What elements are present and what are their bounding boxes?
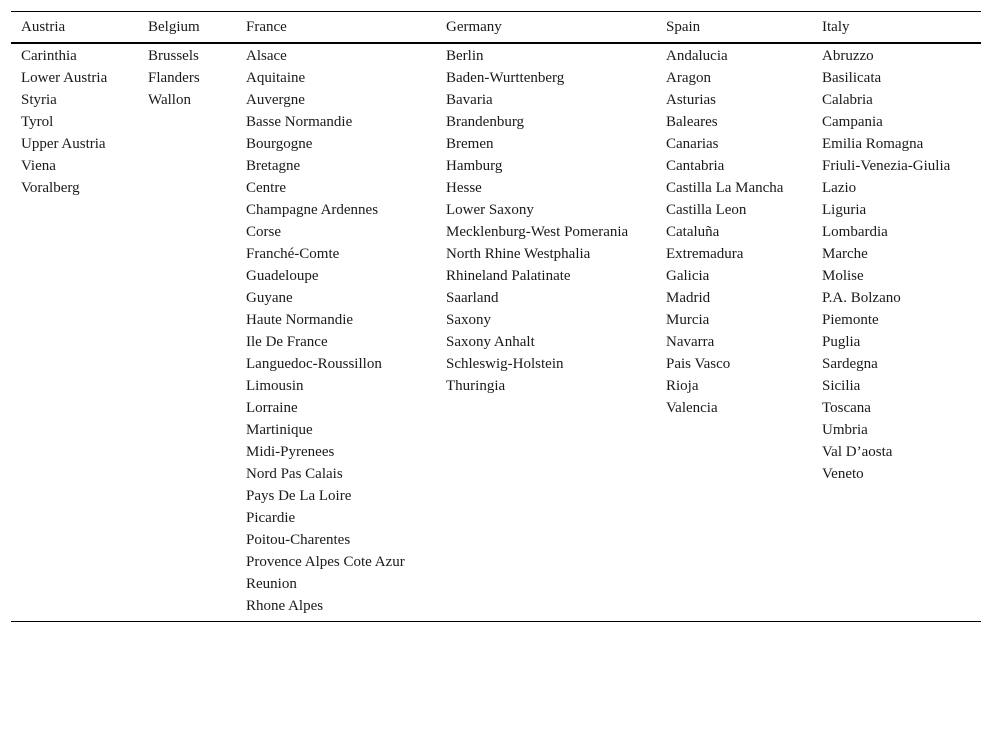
cell-france: Bourgogne	[246, 136, 313, 152]
cell-austria: Upper Austria	[21, 136, 106, 152]
cell-austria	[11, 266, 138, 288]
cell-austria	[11, 420, 138, 442]
cell-italy: Marche	[822, 246, 868, 262]
cell-france: Picardie	[246, 510, 296, 526]
cell-italy: Lazio	[822, 180, 857, 196]
regions-table-container	[11, 11, 981, 622]
cell-austria	[11, 376, 138, 398]
table-row	[11, 310, 981, 332]
header-italy: Italy	[822, 18, 850, 35]
cell-germany	[436, 596, 656, 622]
cell-italy	[812, 596, 981, 622]
header-row	[11, 12, 981, 44]
cell-austria	[11, 244, 138, 266]
table-row	[11, 530, 981, 552]
cell-germany	[436, 464, 656, 486]
table-row	[11, 68, 981, 90]
cell-france: Guyane	[246, 290, 293, 306]
cell-belgium	[138, 376, 236, 398]
table-row	[11, 508, 981, 530]
table-row	[11, 574, 981, 596]
table-row	[11, 112, 981, 134]
cell-italy: Puglia	[822, 334, 861, 350]
cell-spain: Cataluña	[666, 224, 720, 240]
cell-france: Basse Normandie	[246, 114, 353, 130]
cell-italy: Piemonte	[822, 312, 879, 328]
table-row	[11, 43, 981, 68]
cell-austria	[11, 464, 138, 486]
cell-spain: Murcia	[666, 312, 710, 328]
cell-germany: Lower Saxony	[446, 202, 534, 218]
cell-germany	[436, 508, 656, 530]
table-row	[11, 156, 981, 178]
cell-france: Alsace	[246, 48, 287, 64]
table-row	[11, 244, 981, 266]
cell-spain: Extremadura	[666, 246, 744, 262]
cell-austria: Lower Austria	[21, 70, 108, 86]
table-row	[11, 486, 981, 508]
cell-belgium	[138, 442, 236, 464]
cell-austria	[11, 222, 138, 244]
cell-austria	[11, 442, 138, 464]
cell-belgium	[138, 288, 236, 310]
cell-belgium	[138, 112, 236, 134]
cell-belgium	[138, 464, 236, 486]
cell-france: Franché-Comte	[246, 246, 340, 262]
cell-italy: P.A. Bolzano	[822, 290, 901, 306]
cell-spain: Baleares	[666, 114, 718, 130]
cell-germany: Hamburg	[446, 158, 503, 174]
cell-italy: Toscana	[822, 400, 871, 416]
cell-spain	[656, 486, 812, 508]
cell-italy: Liguria	[822, 202, 867, 218]
cell-austria: Viena	[21, 158, 56, 174]
cell-austria: Carinthia	[21, 48, 77, 64]
cell-germany	[436, 398, 656, 420]
table-row	[11, 464, 981, 486]
table-row	[11, 90, 981, 112]
cell-italy: Sardegna	[822, 356, 878, 372]
table-row	[11, 552, 981, 574]
cell-france: Reunion	[246, 576, 297, 592]
cell-spain: Asturias	[666, 92, 716, 108]
cell-italy	[812, 574, 981, 596]
cell-france: Aquitaine	[246, 70, 306, 86]
cell-austria: Tyrol	[21, 114, 54, 130]
cell-spain	[656, 464, 812, 486]
table-header	[11, 12, 981, 44]
cell-germany	[436, 552, 656, 574]
cell-austria	[11, 508, 138, 530]
cell-italy: Sicilia	[822, 378, 861, 394]
cell-austria	[11, 310, 138, 332]
cell-germany: Thuringia	[446, 378, 506, 394]
cell-spain	[656, 442, 812, 464]
cell-austria	[11, 552, 138, 574]
cell-italy: Lombardia	[822, 224, 888, 240]
cell-france: Poitou-Charentes	[246, 532, 351, 548]
table-body	[11, 43, 981, 622]
cell-italy: Abruzzo	[822, 48, 874, 64]
cell-italy: Molise	[822, 268, 864, 284]
cell-spain: Castilla La Mancha	[666, 180, 784, 196]
cell-austria	[11, 332, 138, 354]
cell-belgium	[138, 354, 236, 376]
cell-italy	[812, 552, 981, 574]
regions-table	[11, 11, 981, 622]
cell-germany: Brandenburg	[446, 114, 525, 130]
cell-austria	[11, 200, 138, 222]
table-row	[11, 596, 981, 622]
cell-austria	[11, 354, 138, 376]
cell-italy: Veneto	[822, 466, 864, 482]
cell-france: Corse	[246, 224, 281, 240]
cell-spain	[656, 552, 812, 574]
cell-spain: Madrid	[666, 290, 711, 306]
cell-belgium	[138, 134, 236, 156]
cell-france: Limousin	[246, 378, 304, 394]
table-row	[11, 266, 981, 288]
cell-france: Haute Normandie	[246, 312, 354, 328]
cell-spain: Galicia	[666, 268, 710, 284]
cell-france: Bretagne	[246, 158, 301, 174]
table-row	[11, 288, 981, 310]
table-row	[11, 134, 981, 156]
cell-spain	[656, 530, 812, 552]
cell-italy	[812, 530, 981, 552]
cell-france: Pays De La Loire	[246, 488, 352, 504]
cell-belgium	[138, 574, 236, 596]
cell-italy: Val D’aosta	[822, 444, 893, 460]
table-row	[11, 222, 981, 244]
cell-germany: Berlin	[446, 48, 484, 64]
table-row	[11, 332, 981, 354]
cell-germany	[436, 442, 656, 464]
cell-germany: Bavaria	[446, 92, 493, 108]
cell-germany	[436, 574, 656, 596]
cell-belgium	[138, 244, 236, 266]
cell-france: Auvergne	[246, 92, 305, 108]
cell-austria	[11, 288, 138, 310]
cell-germany: Hesse	[446, 180, 482, 196]
cell-spain: Valencia	[666, 400, 718, 416]
cell-germany: Rhineland Palatinate	[446, 268, 571, 284]
cell-france: Midi-Pyrenees	[246, 444, 335, 460]
cell-belgium	[138, 310, 236, 332]
table-row	[11, 178, 981, 200]
cell-spain: Pais Vasco	[666, 356, 731, 372]
cell-spain	[656, 596, 812, 622]
cell-spain: Navarra	[666, 334, 715, 350]
cell-belgium: Flanders	[148, 70, 200, 86]
cell-spain: Canarias	[666, 136, 719, 152]
cell-italy: Calabria	[822, 92, 873, 108]
cell-austria: Styria	[21, 92, 57, 108]
cell-france: Martinique	[246, 422, 313, 438]
cell-belgium	[138, 552, 236, 574]
cell-italy: Umbria	[822, 422, 868, 438]
cell-belgium	[138, 222, 236, 244]
cell-germany	[436, 420, 656, 442]
cell-spain: Andalucia	[666, 48, 728, 64]
cell-austria: Voralberg	[21, 180, 80, 196]
cell-belgium	[138, 420, 236, 442]
cell-germany: Mecklenburg-West Pomerania	[446, 224, 629, 240]
table-row	[11, 354, 981, 376]
cell-france: Provence Alpes Cote Azur	[246, 554, 405, 570]
cell-belgium	[138, 398, 236, 420]
cell-austria	[11, 530, 138, 552]
table-row	[11, 420, 981, 442]
cell-belgium	[138, 178, 236, 200]
cell-germany: Saarland	[446, 290, 499, 306]
table-row	[11, 376, 981, 398]
cell-austria	[11, 574, 138, 596]
cell-france: Guadeloupe	[246, 268, 319, 284]
cell-france: Languedoc-Roussillon	[246, 356, 382, 372]
cell-spain: Castilla Leon	[666, 202, 747, 218]
cell-austria	[11, 398, 138, 420]
cell-spain: Cantabria	[666, 158, 725, 174]
cell-belgium	[138, 332, 236, 354]
cell-belgium	[138, 486, 236, 508]
cell-germany: North Rhine Westphalia	[446, 246, 591, 262]
cell-belgium: Wallon	[148, 92, 191, 108]
header-spain: Spain	[666, 18, 701, 35]
cell-spain: Aragon	[666, 70, 711, 86]
table-row	[11, 200, 981, 222]
header-belgium: Belgium	[148, 18, 200, 35]
cell-france: Rhone Alpes	[246, 598, 324, 614]
cell-france: Nord Pas Calais	[246, 466, 343, 482]
cell-germany	[436, 530, 656, 552]
cell-france: Champagne Ardennes	[246, 202, 379, 218]
header-austria: Austria	[21, 18, 66, 35]
table-row	[11, 442, 981, 464]
cell-france: Lorraine	[246, 400, 298, 416]
table-row	[11, 398, 981, 420]
cell-italy: Friuli-Venezia-Giulia	[822, 158, 951, 174]
cell-germany: Saxony Anhalt	[446, 334, 535, 350]
cell-austria	[11, 486, 138, 508]
cell-spain	[656, 574, 812, 596]
cell-spain: Rioja	[666, 378, 699, 394]
cell-germany: Bremen	[446, 136, 494, 152]
cell-italy: Campania	[822, 114, 883, 130]
cell-belgium	[138, 156, 236, 178]
cell-belgium	[138, 200, 236, 222]
cell-france: Ile De France	[246, 334, 328, 350]
cell-germany	[436, 486, 656, 508]
cell-belgium	[138, 508, 236, 530]
cell-spain	[656, 420, 812, 442]
cell-italy: Emilia Romagna	[822, 136, 924, 152]
cell-germany: Baden-Wurttenberg	[446, 70, 565, 86]
cell-germany: Schleswig-Holstein	[446, 356, 564, 372]
header-germany: Germany	[446, 18, 502, 35]
cell-belgium	[138, 266, 236, 288]
cell-italy	[812, 508, 981, 530]
cell-germany: Saxony	[446, 312, 491, 328]
header-france: France	[246, 18, 287, 35]
cell-belgium	[138, 530, 236, 552]
cell-italy: Basilicata	[822, 70, 882, 86]
cell-austria	[11, 596, 138, 622]
cell-italy	[812, 486, 981, 508]
cell-spain	[656, 508, 812, 530]
cell-belgium: Brussels	[148, 48, 199, 64]
cell-france: Centre	[246, 180, 286, 196]
cell-belgium	[138, 596, 236, 622]
